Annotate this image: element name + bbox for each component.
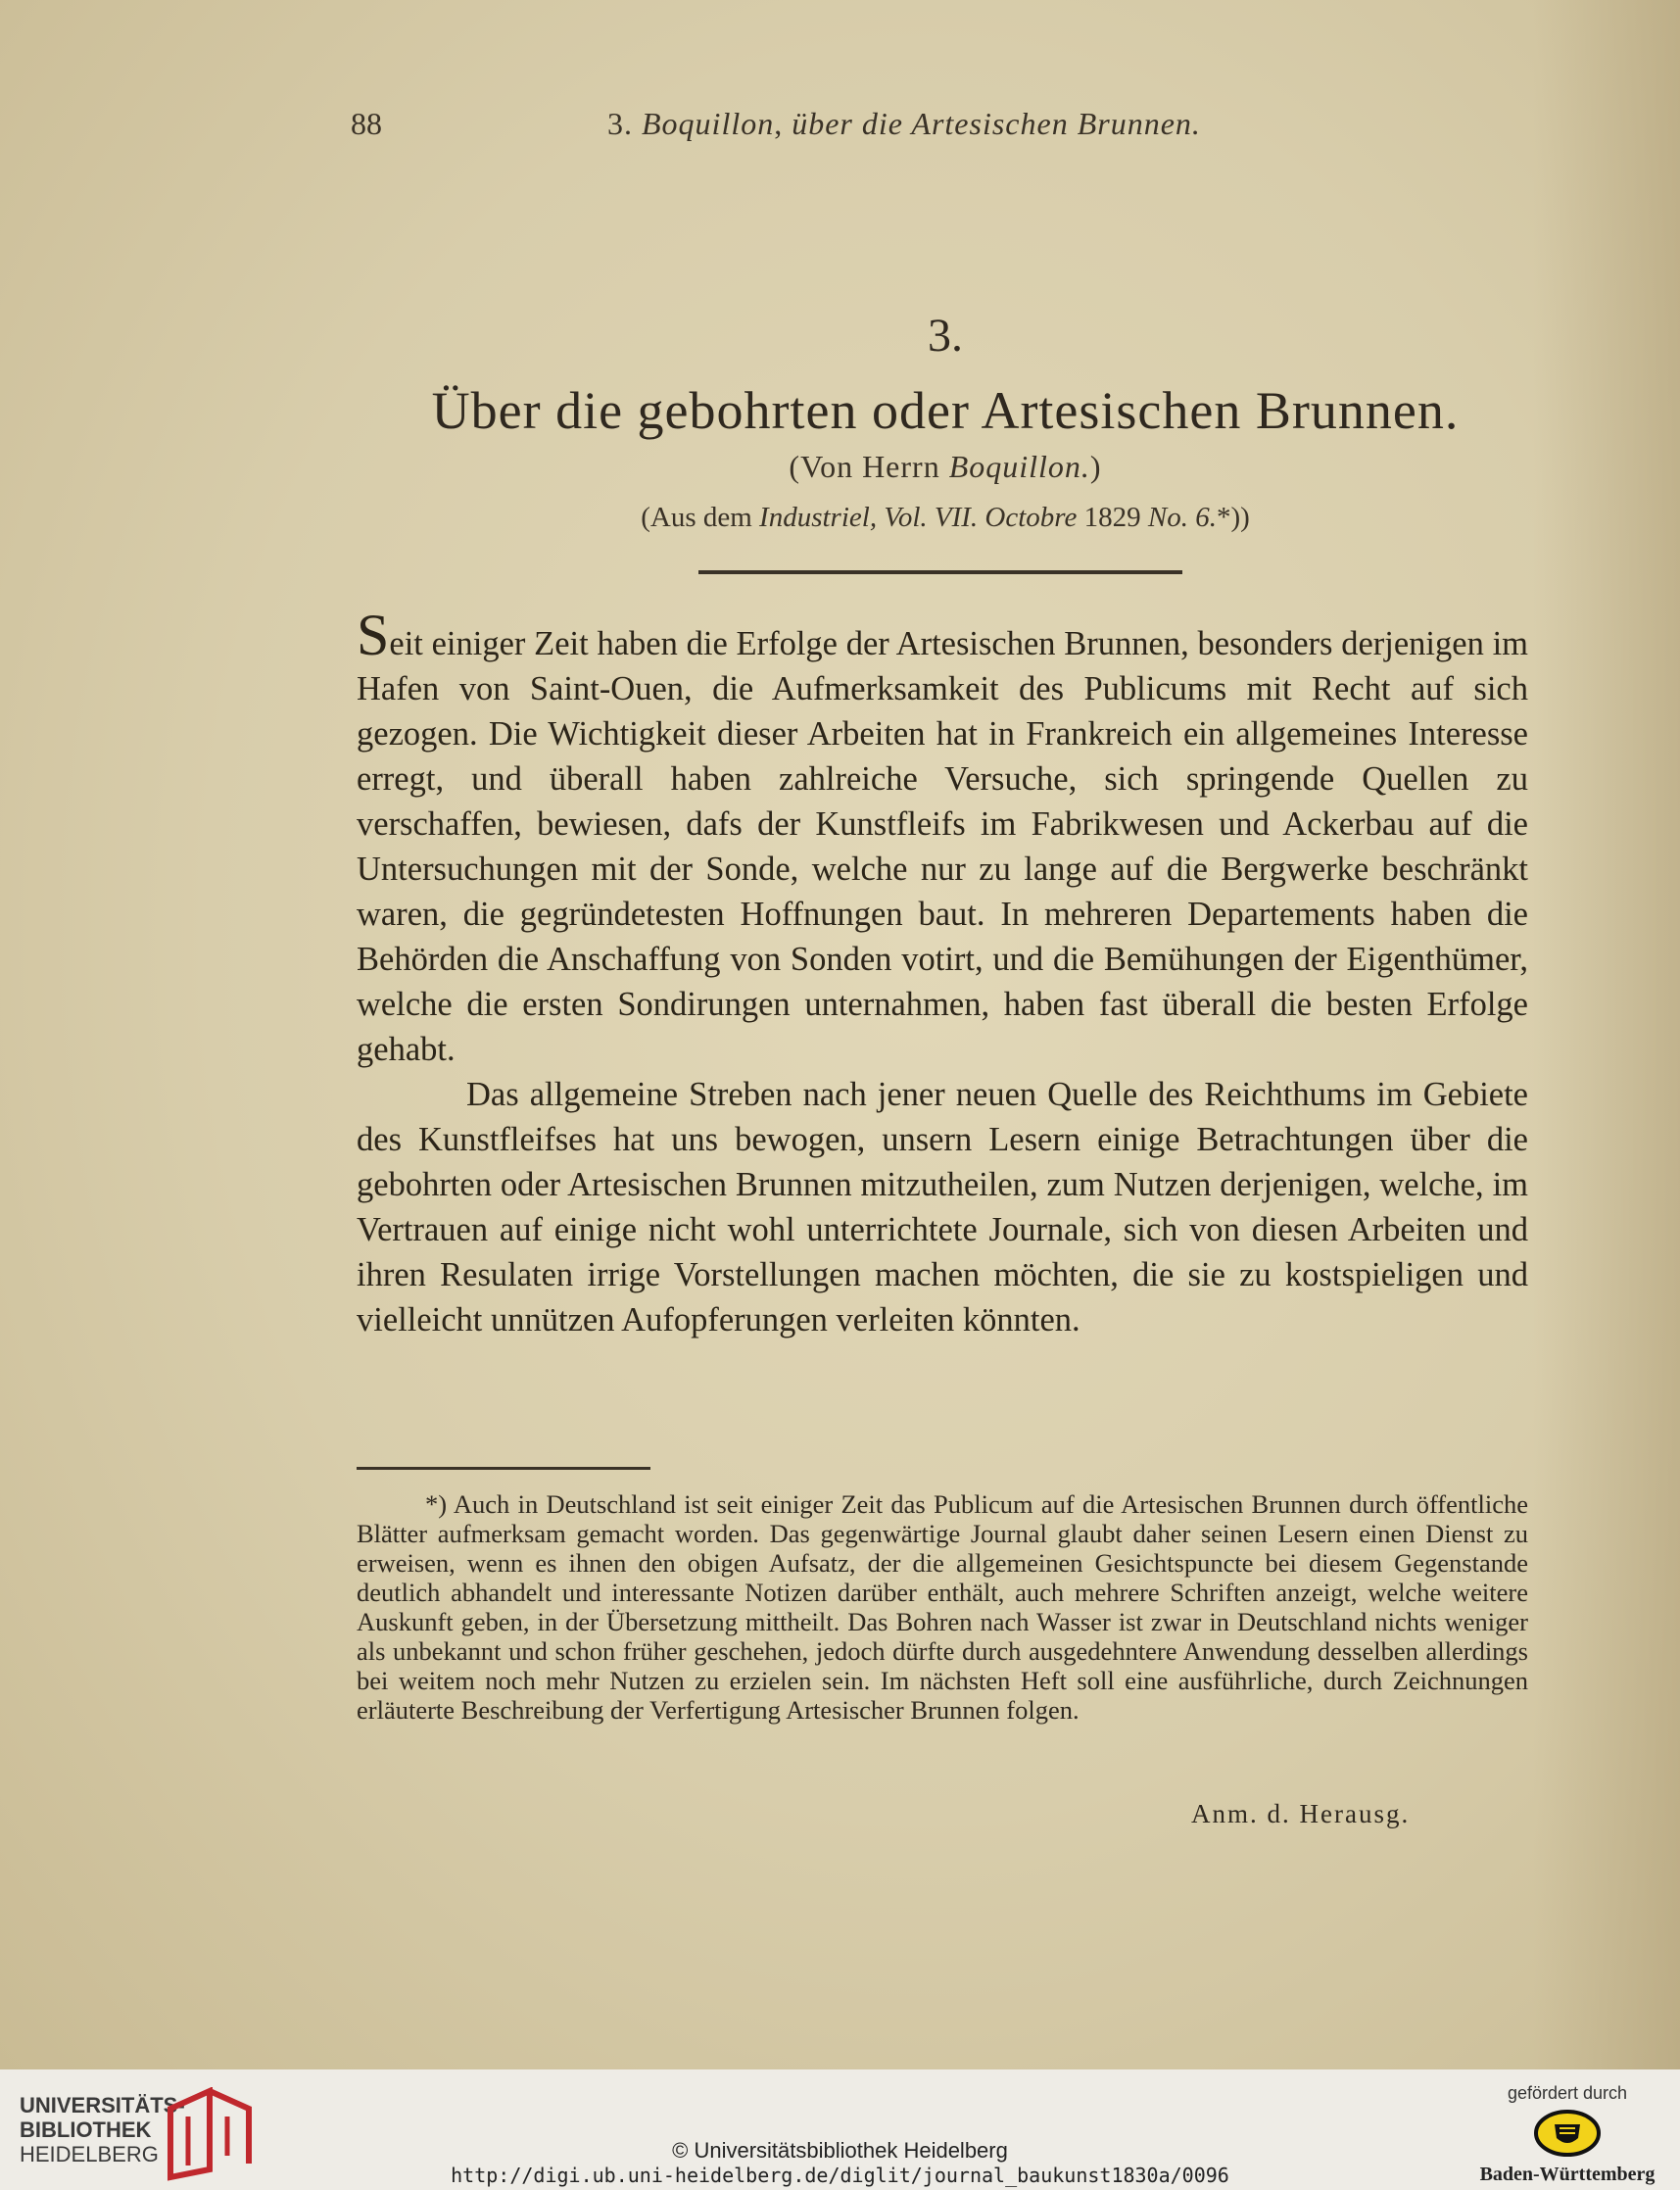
running-head-prefix: 3. (607, 106, 642, 141)
article-number: 3. (928, 310, 963, 362)
article-byline (0, 449, 1680, 485)
byline-open: (Von Herrn (789, 449, 949, 484)
copyright-notice: © Universitätsbibliothek Heidelberg (672, 2138, 1008, 2163)
footnote-rule (357, 1467, 650, 1470)
running-head (607, 106, 1201, 142)
title-rule (698, 570, 1182, 574)
source-open: (Aus dem (641, 502, 760, 533)
byline-author: Boquillon. (948, 449, 1090, 484)
running-head-title: über die Artesischen Brunnen. (792, 106, 1201, 141)
library-name-line2: BIBLIOTHEK (20, 2117, 152, 2142)
baden-wuerttemberg-emblem-icon[interactable] (1533, 2109, 1602, 2158)
article-body (357, 603, 1528, 1342)
byline-close: ) (1089, 449, 1102, 484)
paragraph-1 (357, 603, 1528, 1072)
source-number: No. 6. (1147, 502, 1217, 533)
paragraph-2: Das allgemeine Streben nach jener neuen Quelle des Reichthums im Gebiete des Kunstfleifses hat uns bewogen, unsern Lesern einige Betrachtungen über die gebohrten oder Artesischen Brunnen mitzutheilen, zum Nutzen derjenigen, welche, im Vertrauen auf einige nicht wohl unterrichtete Journale, sich von diesen Arbeiten und ihren Resulaten irrige Vorstellungen machen möchten, die sie zu kostspieligen und vielleicht unnützen Aufopferungen verleiten könnten. (357, 1076, 1528, 1338)
page-number: 88 (351, 106, 382, 141)
funder-name: Baden-Württemberg (1479, 2164, 1656, 2185)
source-journal: Industriel, Vol. VII. Octobre (759, 502, 1078, 533)
paragraph-1-text: eit einiger Zeit haben die Erfolge der Artesischen Brunnen, besonders derjenigen im Hafen von Saint-Ouen, die Aufmerksamkeit des Publicums mit Recht auf sich gezogen. Die Wichtigkeit dieser Arbeiten hat in Frankreich ein allgemeines Interesse erregt, und überall haben zahlreiche Versuche, sich springende Quellen zu verschaffen, bewiesen, dafs der Kunstfleifs im Fabrikwesen und Ackerbau auf die Untersuchungen mit der Sonde, welche nur zu lange auf die Bergwerke beschränkt waren, die gegründetesten Hoffnungen baut. In mehreren Departements haben die Behörden die Anschaffung von Sonden votirt, und die Bemühungen der Eigenthümer, welche die ersten Sondirungen unternahmen, haben fast überall die besten Erfolge gehabt. (357, 625, 1528, 1068)
article-source (0, 502, 1680, 534)
drop-cap: S (357, 603, 390, 667)
article-title: Über die gebohrten oder Artesischen Brunnen. (431, 381, 1460, 440)
library-name-line1: UNIVERSITÄTS- (20, 2093, 185, 2117)
source-year: 1829 (1077, 502, 1148, 533)
footnote (357, 1489, 1528, 1725)
library-banner (0, 2069, 1680, 2190)
library-name-line3: HEIDELBERG (20, 2142, 159, 2166)
footnote-marker: *) (425, 1489, 448, 1519)
source-close: *)) (1216, 502, 1250, 533)
footnote-text: Auch in Deutschland ist seit einiger Zeit das Publicum auf die Artesischen Brunnen durch öffentliche Blätter aufmerksam gemacht worden. Das gegenwärtige Journal glaubt daher seinen Lesern einen Dienst zu erweisen, wenn es ihnen den obigen Aufsatz, der die allgemeinen Gesichtspuncte bei diesem Gegenstande deutlich abhandelt und interessante Notizen darüber enthält, auch mehrere Schriften anzeigt, welche weitere Auskunft geben, in der Übersetzung mittheilt. Das Bohren nach Wasser ist zwar in Deutschland nichts weniger als unbekannt und schon früher geschehen, jedoch dürfte durch ausgedehntere Anwendung desselben allerdings bei weitem noch mehr Nutzen zu erzielen sein. Im nächsten Heft soll eine ausführliche, durch Zeichnungen erläuterte Beschreibung der Verfertigung Artesischer Brunnen folgen. (357, 1489, 1528, 1725)
permalink[interactable]: http://digi.ub.uni-heidelberg.de/diglit/journal_baukunst1830a/0096 (451, 2164, 1229, 2187)
page-header (351, 106, 1281, 149)
running-head-author: Boquillon (642, 106, 775, 141)
funded-by-label: gefördert durch (1507, 2083, 1628, 2103)
running-head-sep: , (774, 106, 792, 141)
footnote-signature: Anm. d. Herausg. (1191, 1799, 1411, 1828)
